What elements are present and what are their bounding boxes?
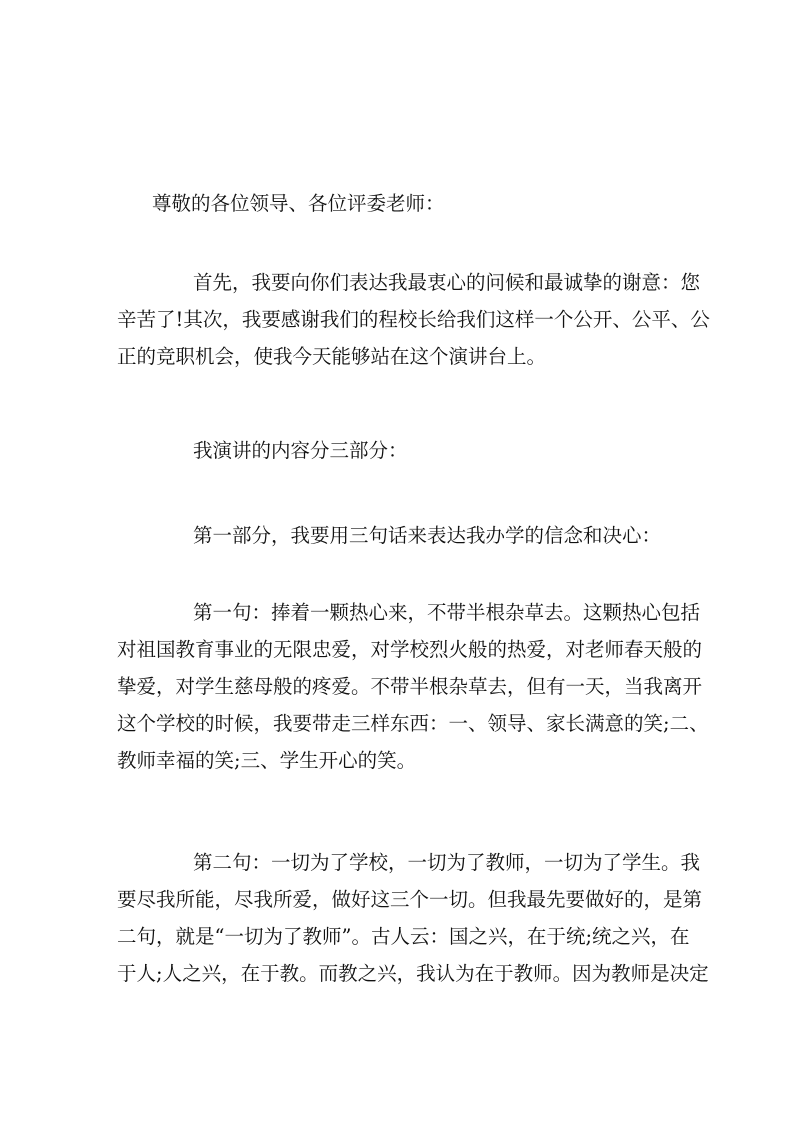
paragraph-line: 正的竞职机会，使我今天能够站在这个演讲台上。	[117, 345, 547, 368]
paragraph-line: 要尽我所能，尽我所爱，做好这三个一切。但我最先要做好的，是第	[117, 888, 703, 911]
salutation: 尊敬的各位领导、各位评委老师：	[152, 192, 445, 215]
paragraph-line: 于人;人之兴，在于教。而教之兴，我认为在于教师。因为教师是决定	[117, 962, 709, 985]
paragraph-line: 二句，就是“一切为了教师”。古人云：国之兴，在于统;统之兴，在	[117, 925, 690, 948]
paragraph-line: 教师幸福的笑;三、学生开心的笑。	[117, 749, 417, 772]
paragraph-line: 我演讲的内容分三部分：	[193, 439, 408, 462]
paragraph-line: 首先，我要向你们表达我最衷心的问候和最诚挚的谢意：您	[193, 271, 701, 294]
paragraph-line: 辛苦了!其次，我要感谢我们的程校长给我们这样一个公开、公平、公	[117, 308, 710, 331]
paragraph-line: 挚爱，对学生慈母般的疼爱。不带半根杂草去，但有一天，当我离开	[117, 675, 703, 698]
paragraph-line: 第一句：捧着一颗热心来，不带半根杂草去。这颗热心包括	[193, 601, 701, 624]
paragraph-line: 对祖国教育事业的无限忠爱，对学校烈火般的热爱，对老师春天般的	[117, 638, 703, 661]
paragraph-line: 第二句：一切为了学校，一切为了教师，一切为了学生。我	[193, 851, 701, 874]
paragraph-line: 第一部分，我要用三句话来表达我办学的信念和决心：	[193, 524, 662, 547]
paragraph-line: 这个学校的时候，我要带走三样东西：一、领导、家长满意的笑;二、	[117, 712, 709, 735]
